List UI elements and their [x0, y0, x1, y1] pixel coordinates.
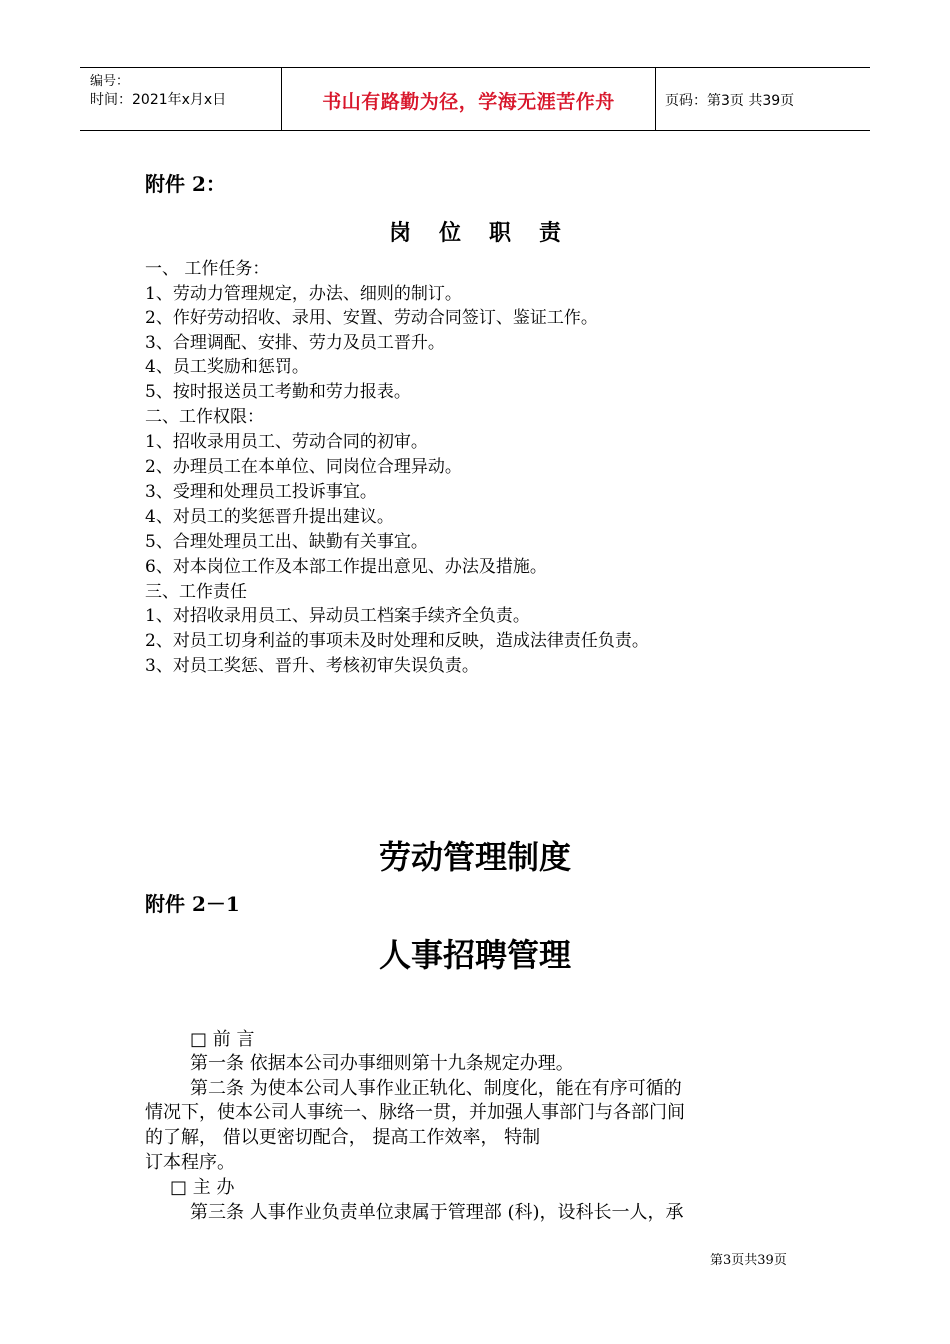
time-label: 时间：2021年x月x日: [90, 92, 227, 108]
duty-line: 三、工作责任: [145, 582, 247, 602]
footer-page-number: 第3页共39页: [710, 1253, 787, 1268]
duty-line: 4、员工奖励和惩罚。: [145, 357, 309, 377]
duty-line: 一、 工作任务：: [145, 259, 270, 279]
section-heading-preface: □ 前 言: [190, 1029, 255, 1050]
duty-line: 6、对本岗位工作及本部工作提出意见、办法及措施。: [145, 557, 547, 577]
duty-line: 5、按时报送员工考勤和劳力报表。: [145, 382, 411, 402]
duty-line: 二、工作权限：: [145, 407, 264, 427]
section-heading-organizer: □ 主 办: [170, 1177, 235, 1198]
attachment-2-label: 附件 2：: [145, 172, 226, 196]
duty-line: 1、劳动力管理规定，办法、细则的制订。: [145, 284, 462, 304]
article-line: 的了解， 借以更密切配合， 提高工作效率， 特制: [145, 1127, 541, 1148]
article-line: 第三条 人事作业负责单位隶属于管理部 (科)，设科长一人，承: [190, 1202, 684, 1223]
article-line: 第一条 依据本公司办事细则第十九条规定办理。: [190, 1053, 574, 1074]
duty-line: 1、对招收录用员工、异动员工档案手续齐全负责。: [145, 606, 530, 626]
number-label: 编号：: [90, 74, 130, 89]
header-motto-cell: [281, 68, 656, 130]
header-page-cell: [655, 68, 870, 130]
duty-line: 4、对员工的奖惩晋升提出建议。: [145, 507, 394, 527]
recruitment-management-title: 人事招聘管理: [378, 936, 571, 974]
duty-line: 3、对员工奖惩、晋升、考核初审失误负责。: [145, 656, 479, 676]
duty-line: 2、作好劳动招收、录用、安置、劳动合同签订、鉴证工作。: [145, 308, 598, 328]
article-line: 第二条 为使本公司人事作业正轨化、制度化，能在有序可循的: [190, 1078, 682, 1099]
duty-line: 3、合理调配、安排、劳力及员工晋升。: [145, 333, 445, 353]
duty-line: 2、办理员工在本单位、同岗位合理异动。: [145, 457, 462, 477]
section-title-job-duties: 岗位职责: [388, 220, 589, 246]
duty-line: 1、招收录用员工、劳动合同的初审。: [145, 432, 428, 452]
duty-line: 3、受理和处理员工投诉事宜。: [145, 482, 377, 502]
attachment-2-1-label: 附件 2－1: [145, 892, 240, 916]
page-header: [80, 67, 870, 131]
header-motto: 书山有路勤为径，学海无涯苦作舟: [322, 91, 615, 113]
duty-line: 5、合理处理员工出、缺勤有关事宜。: [145, 532, 428, 552]
article-line: 订本程序。: [145, 1152, 235, 1173]
header-meta-cell: [80, 68, 281, 130]
header-page-info: 页码：第3页 共39页: [665, 93, 795, 109]
article-line: 情况下，使本公司人事统一、脉络一贯，并加强人事部门与各部门间: [145, 1102, 685, 1123]
duty-line: 2、对员工切身利益的事项未及时处理和反映，造成法律责任负责。: [145, 631, 649, 651]
labor-management-title: 劳动管理制度: [378, 838, 571, 876]
